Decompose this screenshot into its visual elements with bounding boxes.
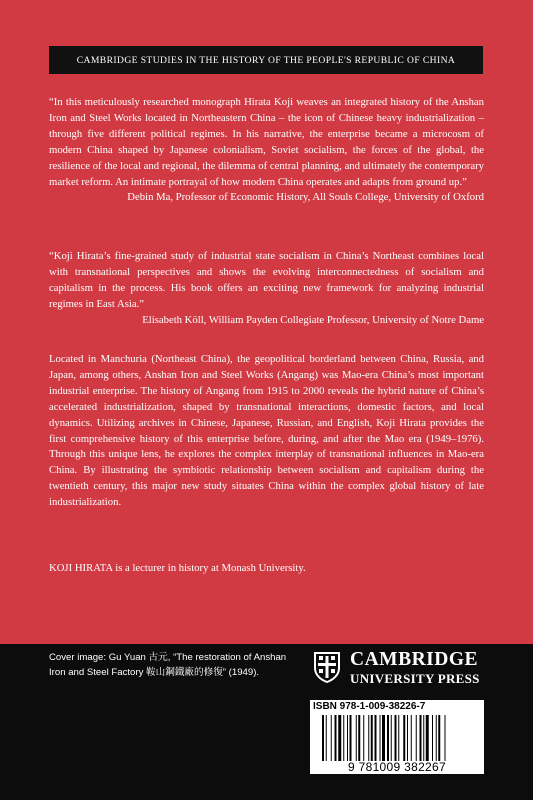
publisher-name: CAMBRIDGE: [350, 649, 479, 670]
barcode-bars: [322, 715, 478, 761]
book-description: Located in Manchuria (Northeast China), the geopolitical borderland between China, Russia, and Japan, among others, Anshan Iron and Steel Works (Angang) was Mao-era China’s most important industrial enterprise. The history of Angang from 1915 to 2000 reveals the hybrid nature of China’s accelerated industrialization, shaped by transnational interactions, domestic factors, and local dynamics. Utilizing archives in Chinese, Japanese, Russian, and English, Koji Hirata provides the first comprehensive history of this enterprise before, during, and after the Mao era (1949–1976). Through this unique lens, he explores the complex interplay of transnational influences in Mao-era China. By illustrating the symbiotic relationship between socialism and capitalism during the twentieth century, this major new study situates China within the complex global history of late industrialization.: [49, 353, 484, 509]
series-title: CAMBRIDGE STUDIES IN THE HISTORY OF THE PEOPLE'S REPUBLIC OF CHINA: [49, 46, 483, 74]
praise-quote-2-attribution: Elisabeth Köll, William Payden Collegiate Professor, University of Notre Dame: [142, 313, 484, 326]
praise-quote-2: [49, 249, 484, 329]
author-bio: KOJI HIRATA is a lecturer in history at Monash University.: [49, 562, 306, 574]
barcode-digits: 9 781009 382267: [348, 760, 446, 774]
cambridge-crest-icon: [312, 650, 342, 684]
praise-quote-1-attribution: Debin Ma, Professor of Economic History, All Souls College, University of Oxford: [127, 191, 484, 204]
cover-credit: Cover image: Gu Yuan 古元, “The restoration of Anshan Iron and Steel Factory 鞍山鋼鐵廠的修復” (1949).: [49, 652, 287, 678]
praise-quote-2-text: “Koji Hirata’s fine-grained study of industrial state socialism in China’s Northeast combines local with transnational perspectives and shows the evolving interconnectedness of socialism and capitalism in the process. His book offers an exciting new framework for analyzing industrial regimes in East Asia.”: [49, 250, 484, 310]
praise-quote-1-text: “In this meticulously researched monograph Hirata Koji weaves an integrated history of the Anshan Iron and Steel Works located in Northeastern China – the icon of Chinese heavy industrialization – through five different political regimes. In his narrative, the enterprise became a microcosm of modern China shaped by Japanese colonialism, Soviet socialism, the forces of the global, the resilience of the local and regional, the dilemma of central planning, and ultimately the contemporary market reform. An intimate portrayal of how modern China operates and adapts from ground up.”: [49, 96, 484, 188]
praise-quote-1: [49, 95, 484, 206]
publisher-subname: UNIVERSITY PRESS: [350, 671, 480, 686]
isbn-text: ISBN 978-1-009-38226-7: [313, 701, 426, 712]
